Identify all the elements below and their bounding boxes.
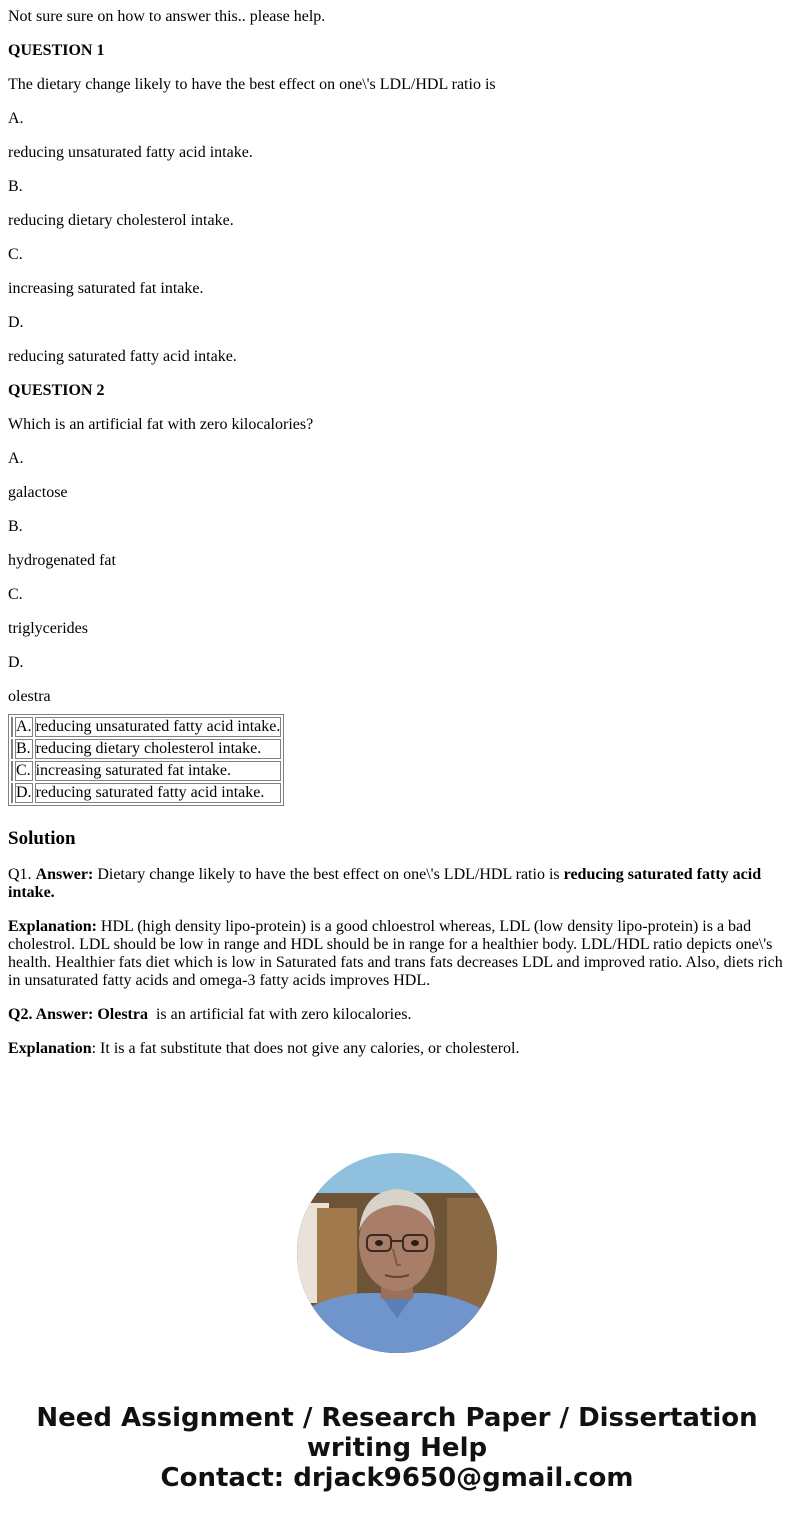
table-cell-letter: C.	[16, 762, 31, 779]
table-row	[11, 739, 281, 759]
q1-option-a-text: reducing unsaturated fatty acid intake.	[8, 144, 253, 161]
promo-line-2: writing Help	[306, 1433, 488, 1463]
table-cell-text: reducing dietary cholesterol intake.	[35, 739, 282, 759]
q1-explanation: Explanation: HDL (high density lipo-protein) is a good chloestrol whereas, LDL (low density lipo-protein) is a bad cholestrol. LDL should be low in range and HDL should be in range for a healthier body. LDL/HDL ratio depicts one\'s health. Healthier fats diet which is low in Saturated fats and trans fats decreases LDL and improved ratio. Also, diets rich in unsaturated fatty acids and omega-3 fatty acids improves HDL.	[8, 918, 783, 989]
avatar	[297, 1153, 497, 1353]
q2-option-d-letter: D.	[8, 654, 24, 671]
options-table	[8, 714, 284, 806]
q2-option-a-text: galactose	[8, 484, 68, 501]
q2-explanation: Explanation: It is a fat substitute that does not give any calories, or cholesterol.	[8, 1040, 520, 1057]
q2-option-c-letter: C.	[8, 586, 23, 603]
table-row	[11, 783, 281, 803]
q2-heading: QUESTION 2	[8, 382, 105, 399]
q1-option-d-text: reducing saturated fatty acid intake.	[8, 348, 237, 365]
q1-option-c-text: increasing saturated fat intake.	[8, 280, 204, 297]
q1-option-c-letter: C.	[8, 246, 23, 263]
q2-answer: Q2. Answer: Olestra is an artificial fat with zero kilocalories.	[8, 1006, 412, 1023]
q2-option-d-text: olestra	[8, 688, 51, 705]
table-cell-letter: A.	[16, 718, 32, 735]
q1-heading: QUESTION 1	[8, 42, 105, 59]
table-cell-text: reducing unsaturated fatty acid intake.	[35, 718, 281, 735]
promo-contact: Contact: drjack9650@gmail.com	[160, 1463, 634, 1493]
q2-option-a-letter: A.	[8, 450, 24, 467]
q2-option-c-text: triglycerides	[8, 620, 88, 637]
table-cell-text: increasing saturated fat intake.	[35, 761, 282, 781]
promo-banner	[0, 1403, 794, 1493]
solution-heading: Solution	[8, 828, 76, 849]
q2-prompt: Which is an artificial fat with zero kilocalories?	[8, 416, 314, 433]
table-row	[11, 717, 281, 737]
q1-option-a-letter: A.	[8, 110, 24, 127]
table-row	[11, 761, 281, 781]
author-photo	[297, 1153, 497, 1353]
q1-option-b-letter: B.	[8, 178, 23, 195]
question-intro: Not sure sure on how to answer this.. please help.	[8, 8, 326, 25]
table-cell-letter: B.	[16, 740, 31, 757]
document	[8, 0, 786, 1074]
q2-option-b-text: hydrogenated fat	[8, 552, 116, 569]
q1-prompt: The dietary change likely to have the best effect on one\'s LDL/HDL ratio is	[8, 76, 496, 93]
table-cell-text: reducing saturated fatty acid intake.	[35, 783, 282, 803]
promo-line-1: Need Assignment / Research Paper / Dissertation	[36, 1403, 758, 1433]
q1-answer: Q1. Answer: Dietary change likely to have the best effect on one\'s LDL/HDL ratio is reducing saturated fatty acid intake.	[8, 866, 762, 901]
q1-option-b-text: reducing dietary cholesterol intake.	[8, 212, 234, 229]
q1-option-d-letter: D.	[8, 314, 24, 331]
table-cell-letter: D.	[16, 784, 32, 801]
q2-option-b-letter: B.	[8, 518, 23, 535]
